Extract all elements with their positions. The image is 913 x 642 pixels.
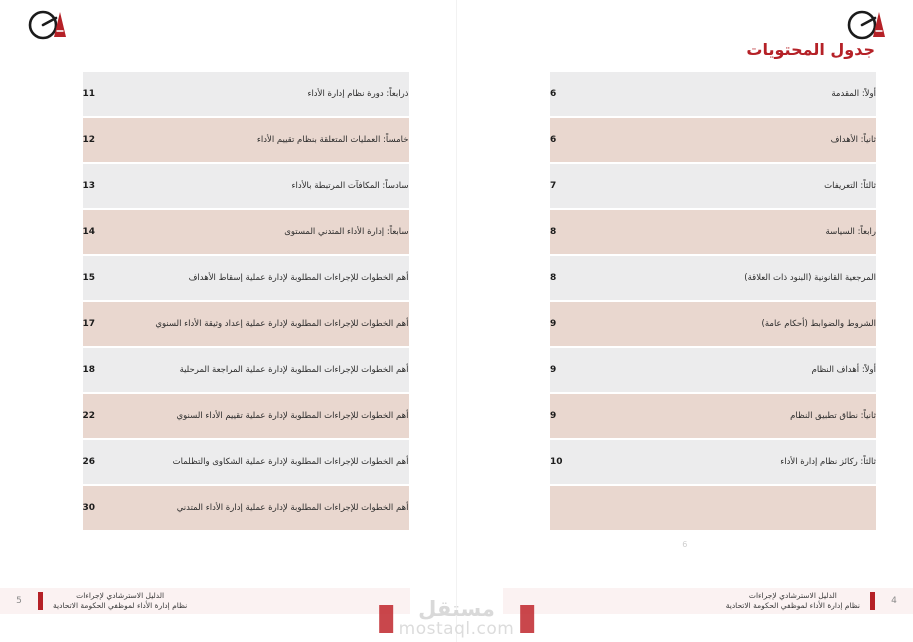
toc-entry-title: المرجعية القانونية (البنود ذات العلاقة) [612,256,876,300]
toc-entry-page-number: 8 [550,210,612,254]
toc-entry-title: أولاً: المقدمة [612,72,876,116]
toc-row[interactable] [83,486,409,530]
toc-row[interactable] [83,256,409,300]
page-number-right: 4 [875,588,913,614]
toc-entry-page-number: 10 [550,440,612,484]
toc-row[interactable] [83,440,409,484]
toc-entry-page-number: 6 [550,118,612,162]
toc-row[interactable] [83,164,409,208]
toc-entry-title: الشروط والضوابط (أحكام عامة) [612,302,876,346]
toc-entry-title: ثانياً: نطاق تطبيق النظام [612,394,876,438]
page-number-left: 5 [0,588,38,614]
toc-entry-title: سادساً: المكافآت المرتبطة بالأداء [145,164,409,208]
toc-entry-title: أهم الخطوات للإجراءات المطلوبة لإدارة عملية المراجعة المرحلية [145,348,409,392]
toc-entry-page-number [550,486,612,530]
toc-row[interactable] [83,118,409,162]
toc-row[interactable] [83,394,409,438]
toc-row[interactable] [550,210,876,254]
toc-entry-title: ثالثاً: التعريفات [612,164,876,208]
toc-rows-left [83,72,409,530]
toc-entry-page-number: 13 [83,164,145,208]
toc-row[interactable] [550,394,876,438]
toc-entry-page-number: 15 [83,256,145,300]
toc-row[interactable] [550,348,876,392]
page-title: جدول المحتويات [746,40,875,59]
toc-entry-title: أولاً: أهداف النظام [612,348,876,392]
toc-entry-title: سابعاً: إدارة الأداء المتدني المستوى [145,210,409,254]
document-page-right [457,0,913,642]
toc-row[interactable] [550,440,876,484]
toc-entry-page-number: 9 [550,302,612,346]
toc-entry-page-number: 14 [83,210,145,254]
toc-table-left [83,70,409,532]
center-folio: 6 [682,540,688,549]
toc-entry-title: أهم الخطوات للإجراءات المطلوبة لإدارة عملية إسقاط الأهداف [145,256,409,300]
watermark-arabic: مستقل [418,597,495,621]
toc-entry-page-number: 12 [83,118,145,162]
footer-line-2: نظام إدارة الأداء لموظفي الحكومة الاتحادية [725,601,860,610]
toc-entry-title: رابعاً: السياسة [612,210,876,254]
toc-entry-title: ثالثاً: ركائز نظام إدارة الأداء [612,440,876,484]
footer-line-1: الدليل الاسترشادي لإجراءات [76,590,165,600]
watermark [379,599,535,638]
toc-row[interactable] [83,302,409,346]
toc-row[interactable] [83,348,409,392]
toc-entry-title: خامساً: العمليات المتعلقة بنظام تقييم الأداء [145,118,409,162]
watermark-mark-right-icon [379,605,393,633]
footer-text-left [43,591,197,611]
toc-entry-title: ذرابعاً: دورة نظام إدارة الأداء [145,72,409,116]
toc-row[interactable] [83,72,409,116]
toc-entry-page-number: 9 [550,394,612,438]
toc-row[interactable] [550,302,876,346]
toc-row[interactable] [550,72,876,116]
footer-line-1: الدليل الاسترشادي لإجراءات [748,590,837,600]
watermark-mark-left-icon [520,605,534,633]
toc-entry-title: أهم الخطوات للإجراءات المطلوبة لإدارة عملية الشكاوى والتظلمات [145,440,409,484]
toc-rows-right [550,72,876,530]
toc-entry-page-number: 22 [83,394,145,438]
toc-row[interactable] [550,256,876,300]
toc-entry-page-number: 26 [83,440,145,484]
toc-entry-title [612,486,876,530]
toc-table-right [550,70,876,532]
toc-entry-title: أهم الخطوات للإجراءات المطلوبة لإدارة عملية تقييم الأداء السنوي [145,394,409,438]
toc-row[interactable] [83,210,409,254]
watermark-wordmark [399,599,515,638]
toc-row[interactable] [550,486,876,530]
toc-entry-page-number: 8 [550,256,612,300]
toc-entry-page-number: 6 [550,72,612,116]
toc-entry-title: أهم الخطوات للإجراءات المطلوبة لإدارة عملية إعداد وثيقة الأداء السنوي [145,302,409,346]
toc-row[interactable] [550,164,876,208]
footer-line-2: نظام إدارة الأداء لموظفي الحكومة الاتحادية [53,601,188,610]
footer-text-right [716,591,870,611]
toc-entry-title: أهم الخطوات للإجراءات المطلوبة لإدارة عملية إدارة الأداء المتدني [145,486,409,530]
toc-entry-page-number: 7 [550,164,612,208]
toc-row[interactable] [550,118,876,162]
toc-entry-page-number: 17 [83,302,145,346]
organization-logo-icon [26,4,72,46]
toc-entry-title: ثانياً: الأهداف [612,118,876,162]
toc-entry-page-number: 18 [83,348,145,392]
footer-band-right [503,588,913,614]
watermark-latin: mostaql.com [398,619,515,639]
toc-entry-page-number: 11 [83,72,145,116]
footer-band-left [0,588,410,614]
toc-entry-page-number: 9 [550,348,612,392]
toc-entry-page-number: 30 [83,486,145,530]
